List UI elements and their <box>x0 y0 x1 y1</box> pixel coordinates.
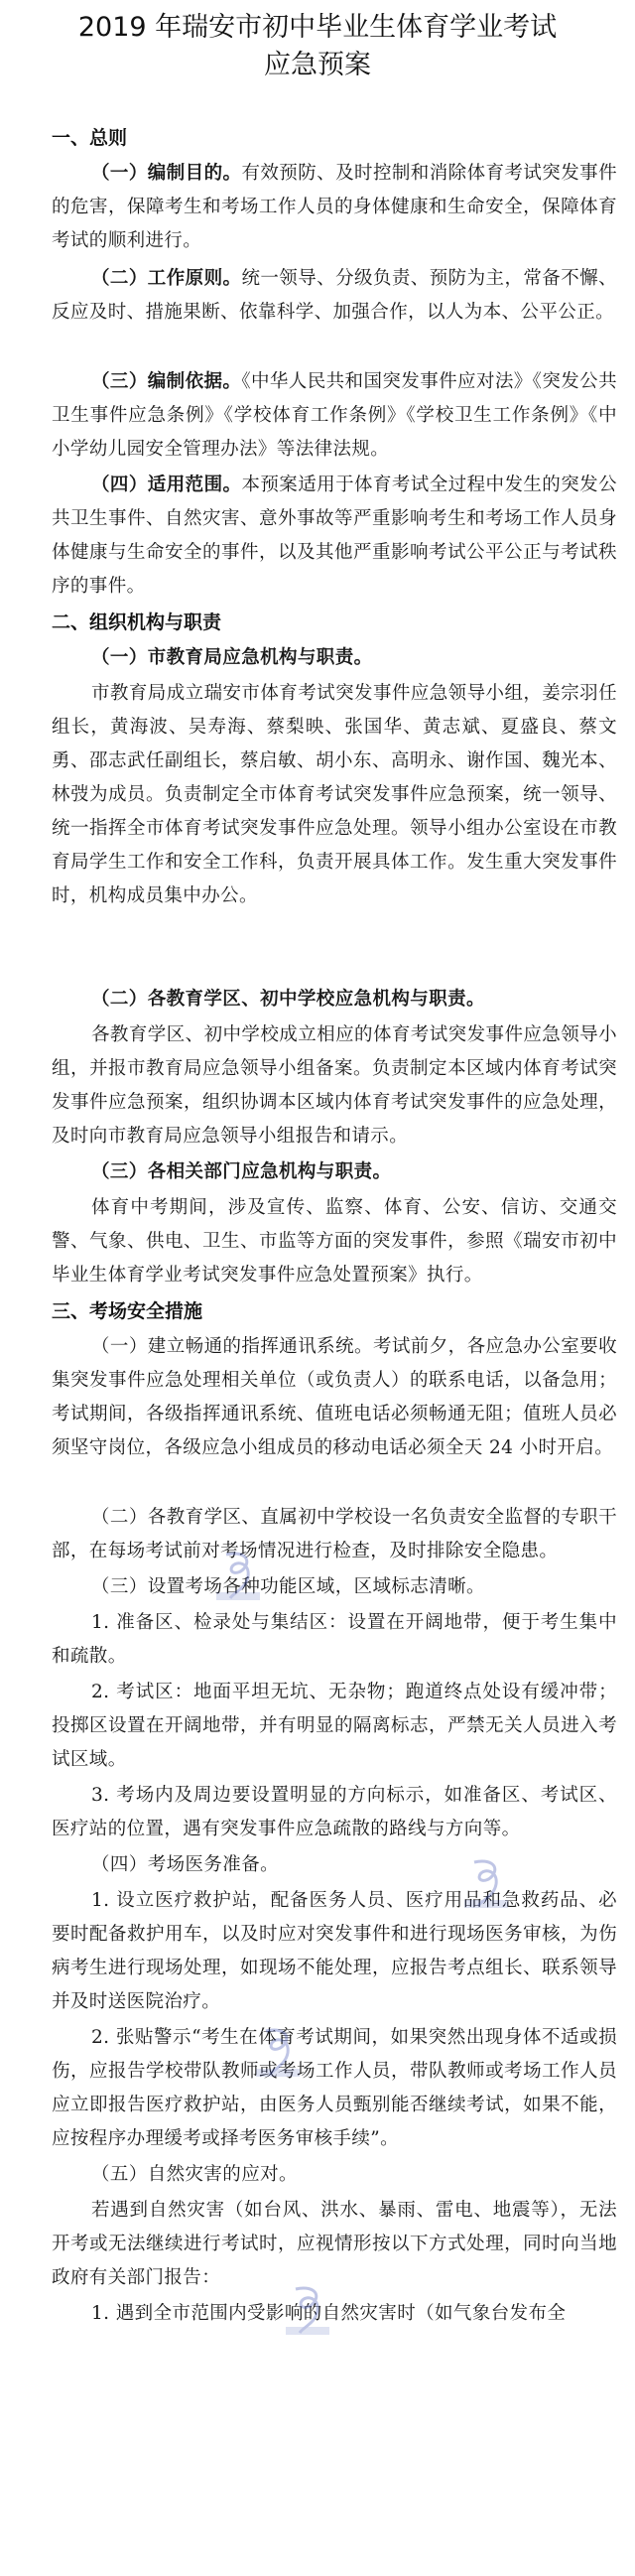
s1-principle-label: （二）工作原则。 <box>91 268 242 289</box>
section-1-heading: 一、总则 <box>52 127 128 149</box>
watermark-logo-icon <box>278 2283 337 2339</box>
document-title-line-2: 应急预案 <box>264 50 371 80</box>
document-title-line-1: 2019 年瑞安市初中毕业生体育学业考试 <box>77 12 558 43</box>
s3-paragraph-supervisor: （二）各教育学区、直属初中学校设一名负责安全监督的专职干部，在每场考试前对考场情况进行检查，及时排除安全隐患。 <box>52 1507 617 1561</box>
s1-paragraph-principle <box>52 262 617 363</box>
s3-paragraph-disaster-handling: 若遇到自然灾害（如台风、洪水、暴雨、雷电、地震等），无法开考或无法继续进行考试时，应视情形按以下方式处理，同时向当地政府有关部门报告： <box>52 2200 617 2288</box>
s1-scope-label: （四）适用范围。 <box>91 475 242 495</box>
s1-purpose-text: 有效预防、及时控制和消除体育考试突发事件的危害，保障考生和考场工作人员的身体健康和生命安全，保障体育考试的顺利进行。 <box>52 163 617 251</box>
s1-basis-text: 《中华人民共和国突发事件应对法》《突发公共卫生事件应急条例》《学校体育工作条例》《学校卫生工作条例》《中小学幼儿园安全管理办法》等法律法规。 <box>52 371 617 460</box>
section-2-heading: 二、组织机构与职责 <box>52 611 222 633</box>
section-3-heading: 三、考场安全措施 <box>52 1300 203 1322</box>
s3-item-medical-station: 1. 设立医疗救护站，配备医务人员、医疗用品和急救药品、必要时配备救护用车，以及时应对突发事件和进行现场医务审核，为伤病考生进行现场处理，如现场不能处理，应报告考点组长、联系领导并及时送医院治疗。 <box>52 1890 617 2012</box>
s1-paragraph-purpose <box>52 157 617 258</box>
s1-purpose-label: （一）编制目的。 <box>91 163 242 184</box>
s3-paragraph-zones: （三）设置考场各种功能区域，区域标志清晰。 <box>91 1576 485 1597</box>
s3-item-citywide-disaster: 1. 遇到全市范围内受影响的自然灾害时（如气象台发布全 <box>91 2303 567 2324</box>
s3-item-exam-zone: 2. 考试区：地面平坦无坑、无杂物；跑道终点处设有缓冲带；投掷区设置在开阔地带，并有明显的隔离标志，严禁无关人员进入考试区域。 <box>52 1682 617 1770</box>
s1-paragraph-scope <box>52 469 617 604</box>
s1-basis-label: （三）编制依据。 <box>91 371 242 392</box>
s2-sub2-text: 各教育学区、初中学校成立相应的体育考试突发事件应急领导小组，并报市教育局应急领导小组备案。负责制定本区域内体育考试突发事件应急预案，组织协调本区域内体育考试突发事件的应急处理，及时向市教育局应急领导小组报告和请示。 <box>52 1024 617 1147</box>
s3-paragraph-medical: （四）考场医务准备。 <box>91 1854 280 1875</box>
s2-sub3-text: 体育中考期间，涉及宣传、监察、体育、公安、信访、交通交警、气象、供电、卫生、市监等方面的突发事件，参照《瑞安市初中毕业生体育学业考试突发事件应急处置预案》执行。 <box>52 1197 617 1286</box>
s1-scope-text: 本预案适用于体育考试全过程中发生的突发公共卫生事件、自然灾害、意外事故等严重影响考生和考场工作人员身体健康与生命安全的事件，以及其他严重影响考试公平公正与考试秩序的事件。 <box>52 475 617 597</box>
s3-item-warning-notice: 2. 张贴警示“考生在体育考试期间，如果突然出现身体不适或损伤，应报告学校带队教师或考场工作人员，带队教师或考场工作人员应立即报告医疗救护站，由医务人员甄别能否继续考试，如果不能，应按程序办理缓考或择考医务审核手续”。 <box>52 2027 617 2149</box>
watermark-logo-icon <box>208 1549 268 1604</box>
s2-sub3-heading: （三）各相关部门应急机构与职责。 <box>91 1161 392 1182</box>
s3-paragraph-communication: （一）建立畅通的指挥通讯系统。考试前夕，各应急办公室要收集突发事件应急处理相关单位（或负责人）的联系电话，以备急用；考试期间，各级指挥通讯系统、值班电话必须畅通无阻；值班人员必须坚守岗位，各级应急小组成员的移动电话必须全天 24 小时开启。 <box>52 1336 617 1458</box>
watermark-logo-icon <box>456 1856 516 1912</box>
s2-sub1-heading: （一）市教育局应急机构与职责。 <box>91 647 373 668</box>
s3-item-preparation-zone: 1. 准备区、检录处与集结区：设置在开阔地带，便于考生集中和疏散。 <box>52 1612 617 1667</box>
s1-paragraph-basis <box>52 365 617 467</box>
s1-principle-text: 统一领导、分级负责、预防为主，常备不懈、反应及时、措施果断、依靠科学、加强合作，以人为本、公平公正。 <box>52 268 617 323</box>
s2-sub2-heading: （二）各教育学区、初中学校应急机构与职责。 <box>91 989 485 1010</box>
s2-sub1-text: 市教育局成立瑞安市体育考试突发事件应急领导小组，姜宗羽任组长，黄海波、吴寿海、蔡梨映、张国华、黄志斌、夏盛良、蔡文勇、邵志武任副组长，蔡启敏、胡小东、高明永、谢作国、魏光本、林弢为成员。负责制定全市体育考试突发事件应急预案，统一领导、统一指挥全市体育考试突发事件应急处理。领导小组办公室设在市教育局学生工作和安全工作科，负责开展具体工作。发生重大突发事件时，机构成员集中办公。 <box>52 683 617 906</box>
s3-paragraph-disaster: （五）自然灾害的应对。 <box>91 2164 298 2185</box>
watermark-logo-icon <box>248 2025 308 2081</box>
s3-item-direction-signs: 3. 考场内及周边要设置明显的方向标示，如准备区、考试区、医疗站的位置，遇有突发事件应急疏散的路线与方向等。 <box>52 1785 617 1839</box>
